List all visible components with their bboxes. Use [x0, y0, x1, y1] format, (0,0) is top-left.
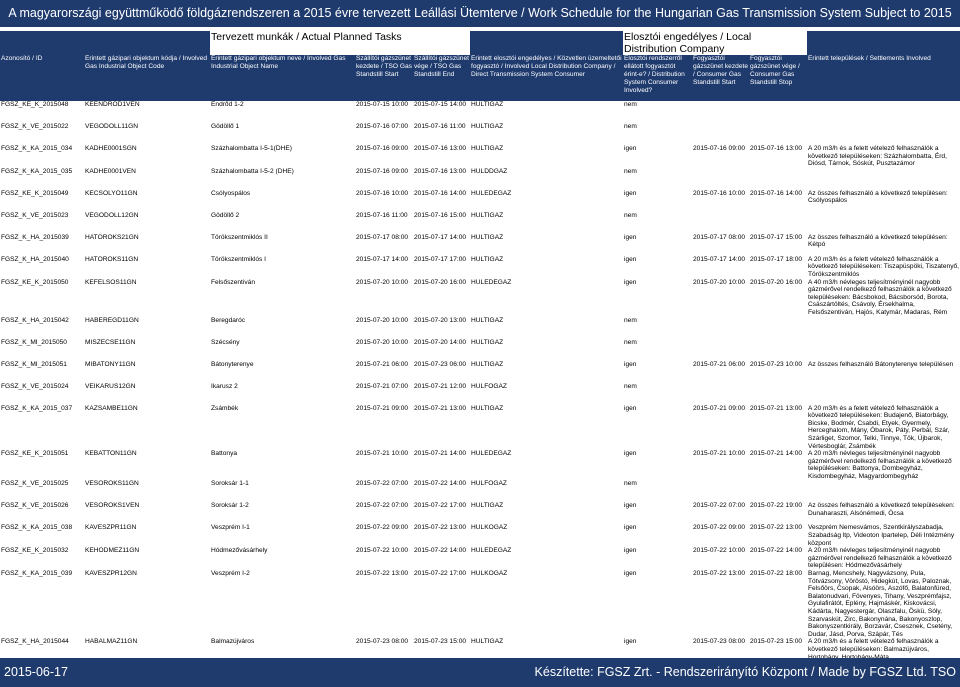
- row-tso-start: 2015-07-20 10:00: [356, 338, 409, 346]
- row-tso-start: 2015-07-20 10:00: [356, 316, 409, 324]
- row-object-name: Veszprém I-1: [211, 524, 250, 532]
- row-ldc: HULTIGAZ: [471, 502, 504, 510]
- row-object-code: VEGODOLL11GN: [85, 123, 139, 130]
- row-consumer-start: 2015-07-17 08:00: [693, 233, 746, 241]
- row-object-code: KECSOLYO11GN: [85, 189, 138, 197]
- row-object-name: Százhalombatta I-5-1(DHE): [211, 145, 292, 152]
- row-settlements: A 20 m3/h névleges teljesítményinél nagyobb gázmérővel rendelkező felhasználók a következő településen: Hódmezővásárhely: [808, 547, 952, 570]
- row-object-name: Felsőszentiván: [211, 278, 255, 286]
- row-consumer-start: 2015-07-22 07:00: [693, 502, 746, 510]
- row-consumer-involved: nem: [624, 101, 637, 108]
- row-consumer-stop: 2015-07-16 13:00: [750, 145, 803, 152]
- table-row: [0, 212, 960, 234]
- row-settlements: A 20 m3/h és a felett vételező felhasználók a következő településeken: Balmazújváros,: [808, 638, 939, 653]
- row-tso-start: 2015-07-21 07:00: [356, 382, 409, 390]
- row-object-name: Hódmezővásárhely: [211, 547, 268, 555]
- row-consumer-stop: 2015-07-17 15:00: [750, 233, 803, 241]
- row-object-name: Soroksár 1-1: [211, 480, 249, 488]
- row-tso-start: 2015-07-16 09:00: [356, 145, 409, 152]
- row-tso-end: 2015-07-20 14:00: [414, 338, 467, 346]
- row-consumer-involved: nem: [624, 167, 637, 175]
- row-object-code: KEENDROD1VEN: [85, 101, 140, 108]
- row-consumer-involved: igen: [624, 145, 637, 152]
- header-tso-start: Szállítói gázszünet kezdete / TSO Gas Standstill Start: [355, 55, 413, 101]
- table-row: [0, 317, 960, 339]
- row-id: FGSZ_K_VE_2015022: [1, 123, 69, 130]
- row-id: FGSZ_K_HA_2015039: [1, 233, 69, 241]
- row-ldc: HULFOGAZ: [471, 480, 507, 488]
- row-consumer-involved: igen: [624, 233, 637, 241]
- row-object-code: KADHE0001VEN: [85, 167, 136, 175]
- row-ldc: HULEDEGAZ: [471, 547, 512, 555]
- row-settlements: Az összes felhasználó a következő településen: Csólyospálos: [808, 189, 948, 205]
- row-consumer-stop: 2015-07-22 14:00: [750, 547, 803, 555]
- row-consumer-start: [692, 480, 749, 502]
- table-row: [0, 502, 960, 524]
- row-id: FGSZ_K_VE_2015023: [1, 211, 69, 219]
- row-ldc: HULTIGAZ: [471, 360, 504, 368]
- row-tso-start: 2015-07-22 09:00: [356, 524, 409, 532]
- row-tso-start: 2015-07-23 08:00: [356, 638, 409, 646]
- row-consumer-involved: nem: [624, 211, 637, 219]
- row-object-name: Bátonyterenye: [211, 360, 254, 368]
- row-consumer-start: 2015-07-16 09:00: [693, 145, 746, 152]
- row-object-name: Zsámbék: [211, 404, 239, 412]
- row-id: FGSZ_K_KA_2015_037: [1, 404, 73, 412]
- row-consumer-start: [692, 383, 749, 405]
- row-consumer-involved: igen: [624, 278, 637, 286]
- row-id: FGSZ_KE_K_2015051: [1, 450, 69, 458]
- row-ldc: HULEDEGAZ: [471, 189, 512, 197]
- row-id: FGSZ_KE_K_2015050: [1, 278, 69, 286]
- row-tso-start: 2015-07-16 10:00: [356, 189, 409, 197]
- row-id: FGSZ_K_HA_2015044: [1, 638, 69, 646]
- row-ldc: HULFOGAZ: [471, 382, 507, 390]
- row-object-name: Veszprém I-2: [211, 570, 250, 578]
- footer-credit: Készítette: FGSZ Zrt. - Rendszerirányító Központ / Made by FGSZ Ltd. TSO: [534, 665, 956, 679]
- footer-bar: [0, 658, 960, 687]
- row-id: FGSZ_K_KA_2015_035: [1, 167, 73, 175]
- row-id: FGSZ_K_KA_2015_039: [1, 570, 73, 578]
- row-settlements: [807, 212, 960, 234]
- table-row: [0, 279, 960, 317]
- row-object-name: Soroksár 1-2: [211, 502, 249, 510]
- group-actual-planned-tasks: Tervezett munkák / Actual Planned Tasks: [211, 31, 402, 43]
- row-consumer-involved: igen: [624, 450, 637, 458]
- table-body: [0, 101, 960, 661]
- row-object-code: KEBATTON11GN: [85, 450, 137, 458]
- header-settlements: Érintett települések / Settlements Involved: [807, 55, 960, 101]
- table-row: [0, 361, 960, 383]
- row-consumer-involved: nem: [624, 316, 637, 324]
- row-id: FGSZ_K_VE_2015024: [1, 382, 69, 390]
- row-tso-start: 2015-07-16 07:00: [356, 123, 409, 130]
- row-object-code: HATOROKS21GN: [85, 233, 139, 241]
- row-ldc: HULKOGAZ: [471, 524, 508, 532]
- table-row: [0, 383, 960, 405]
- schedule-table: [0, 31, 960, 661]
- row-consumer-stop: 2015-07-23 15:00: [750, 638, 803, 646]
- row-object-code: VEGODOLL12GN: [85, 211, 139, 219]
- table-row: [0, 570, 960, 638]
- row-consumer-stop: 2015-07-21 13:00: [750, 404, 803, 412]
- table-row: [0, 480, 960, 502]
- row-settlements: [807, 480, 960, 502]
- row-consumer-involved: igen: [624, 404, 637, 412]
- group-header-row: [0, 31, 960, 55]
- row-settlements: Az összes felhasználó a következő településen: Kétpó: [808, 233, 948, 249]
- row-settlements: [807, 383, 960, 405]
- row-tso-end: 2015-07-16 13:00: [414, 167, 467, 175]
- row-settlements: A 20 m3/h és a felett vételező felhasználók a következő településeken: Százhalombatta, Érd, Diósd, Tárnok, Sóskút, Pusztazámor: [808, 145, 947, 168]
- row-object-code: KEHODMEZ11GN: [85, 547, 140, 555]
- row-consumer-stop: [749, 339, 807, 361]
- row-tso-start: 2015-07-16 11:00: [356, 211, 408, 219]
- row-settlements: A 20 m3/h és a felett vételező felhasználók a következő településeken: Tiszapüspöki, Tiszatenyő, Törökszentmiklós: [808, 255, 960, 278]
- row-ldc: HULTIGAZ: [471, 145, 504, 152]
- table-row: [0, 190, 960, 212]
- row-settlements: [807, 168, 960, 190]
- row-consumer-stop: [749, 212, 807, 234]
- row-consumer-start: [692, 123, 749, 145]
- row-object-name: Törökszentmiklós I: [211, 255, 266, 263]
- row-tso-start: 2015-07-21 10:00: [356, 450, 409, 458]
- table-row: [0, 234, 960, 256]
- row-consumer-involved: igen: [624, 638, 637, 646]
- row-tso-end: 2015-07-22 17:00: [414, 502, 467, 510]
- row-consumer-stop: [749, 317, 807, 339]
- row-object-name: Gödöllő 1: [211, 123, 240, 130]
- row-consumer-stop: 2015-07-22 19:00: [750, 502, 803, 510]
- header-consumer-start: Fogyasztói gázszünet kezdete / Consumer Gas Standstill Start: [692, 55, 749, 101]
- row-tso-end: 2015-07-21 12:00: [414, 382, 467, 390]
- row-consumer-involved: igen: [624, 547, 637, 555]
- row-ldc: HULKOGAZ: [471, 570, 508, 578]
- row-consumer-start: 2015-07-22 13:00: [693, 570, 746, 578]
- row-ldc: HULTIGAZ: [471, 211, 504, 219]
- header-tso-end: Szállítói gázszünet vége / TSO Gas Standstill End: [413, 55, 470, 101]
- row-object-name: Balmazújváros: [211, 638, 255, 646]
- row-tso-end: 2015-07-16 15:00: [414, 211, 467, 219]
- row-settlements: A 40 m3/h névleges teljesítményinél nagyobb gázmérővel rendelkező felhasználók a következő településeken: Bácsbokod, Bácsborsód, Borota, Császártöltés, Csávoly, Érsekhalma, Felsőszentiván, Hajós, Katymár, Madaras, Rém: [808, 278, 952, 316]
- row-consumer-stop: 2015-07-22 13:00: [750, 524, 803, 532]
- table-row: [0, 339, 960, 361]
- row-consumer-involved: igen: [624, 360, 637, 368]
- row-id: FGSZ_KE_K_2015048: [1, 101, 69, 108]
- row-object-name: Csólyospálos: [211, 189, 251, 197]
- row-tso-end: 2015-07-22 14:00: [414, 480, 467, 488]
- row-consumer-start: 2015-07-17 14:00: [693, 255, 746, 263]
- row-tso-start: 2015-07-16 09:00: [356, 167, 409, 175]
- row-tso-start: 2015-07-15 10:00: [356, 101, 409, 108]
- row-consumer-start: 2015-07-21 06:00: [693, 360, 746, 368]
- row-consumer-stop: 2015-07-22 18:00: [750, 570, 803, 578]
- row-consumer-stop: [749, 168, 807, 190]
- row-consumer-stop: [749, 123, 807, 145]
- row-tso-start: 2015-07-22 10:00: [356, 547, 409, 555]
- row-id: FGSZ_K_MI_2015051: [1, 360, 67, 368]
- row-ldc: HULTIGAZ: [471, 338, 504, 346]
- table-row: [0, 256, 960, 279]
- row-consumer-start: [692, 339, 749, 361]
- row-id: FGSZ_K_VE_2015025: [1, 480, 69, 488]
- row-consumer-stop: 2015-07-16 14:00: [750, 189, 803, 197]
- row-object-code: HABEREGD11GN: [85, 316, 139, 324]
- row-consumer-start: [692, 101, 749, 123]
- row-object-code: KAVESZPR11GN: [85, 524, 137, 532]
- row-settlements: [807, 339, 960, 361]
- table-row: [0, 123, 960, 145]
- row-tso-end: 2015-07-22 13:00: [414, 524, 467, 532]
- row-tso-start: 2015-07-22 13:00: [356, 570, 409, 578]
- row-ldc: HULTIGAZ: [471, 123, 504, 130]
- row-consumer-start: [692, 168, 749, 190]
- row-settlements: Veszprém Nemesvámos, Szentkirályszabadja, Szabadság ltp, Videoton Ipartelep, Déli Intézmény központ: [808, 524, 955, 547]
- header-object-code: Érintett gázipari objektum kódja / Involved Gas Industrial Object Code: [84, 55, 210, 101]
- table-row: [0, 101, 960, 123]
- row-tso-end: 2015-07-16 11:00: [414, 123, 466, 130]
- row-settlements: Az összes felhasználó Bátonyterenye településen: [808, 360, 954, 368]
- row-consumer-involved: nem: [624, 338, 637, 346]
- row-id: FGSZ_KE_K_2015049: [1, 189, 69, 197]
- header-consumer-stop: Fogyasztói gázszünet vége / Consumer Gas Standstill Stop: [749, 55, 807, 101]
- row-id: FGSZ_K_MI_2015050: [1, 338, 67, 346]
- row-object-code: VESOROKS11GN: [85, 480, 139, 488]
- table-row: [0, 547, 960, 570]
- row-consumer-involved: igen: [624, 255, 637, 263]
- row-consumer-start: 2015-07-22 10:00: [693, 547, 746, 555]
- row-object-code: VEIKARUS12GN: [85, 382, 136, 390]
- document-title: A magyarországi együttműködő földgázrendszeren a 2015 évre tervezett Leállási Ütemterve / Work Schedule for the Hungarian Gas Transmission System Subject to 2015: [0, 0, 960, 27]
- row-settlements: A 20 m3/h és a felett vételező felhasználók a következő településeken: Budajenő, Biatorbágy, Bicske, Bodmér, Csabdi, Etyek, Gyermely, Herceghalom, Mány, Óbarok, Páty, Perbál, Szár, Szárliget, Szomor, Telki, Tinnye, Tök, Újbarok, Vértesboglár, Zsámbék: [808, 404, 950, 450]
- row-tso-start: 2015-07-21 06:00: [356, 360, 409, 368]
- row-tso-end: 2015-07-23 15:00: [414, 638, 467, 646]
- row-tso-start: 2015-07-22 07:00: [356, 480, 409, 488]
- row-id: FGSZ_K_HA_2015040: [1, 255, 69, 263]
- row-consumer-start: 2015-07-16 10:00: [693, 189, 746, 197]
- row-object-code: KAZSAMBE11GN: [85, 404, 138, 412]
- row-consumer-involved: igen: [624, 570, 637, 578]
- row-consumer-involved: nem: [624, 480, 637, 488]
- row-settlements: A 20 m3/h névleges teljesítményinél nagyobb gázmérővel rendelkező felhasználók a következő településeken: Battonya, Dombegyház, Kisdombegyház, Magyardombegyház: [808, 450, 952, 480]
- table-row: [0, 168, 960, 190]
- row-object-name: Battonya: [211, 450, 238, 458]
- row-object-code: MIBATONY11GN: [85, 360, 136, 368]
- row-object-name: Gödöllő 2: [211, 211, 240, 219]
- row-ldc: HULDDGAZ: [471, 167, 508, 175]
- table-row: [0, 145, 960, 168]
- row-consumer-involved: igen: [624, 524, 637, 532]
- row-tso-end: 2015-07-16 14:00: [414, 189, 467, 197]
- row-tso-end: 2015-07-16 13:00: [414, 145, 467, 152]
- row-consumer-start: 2015-07-22 09:00: [693, 524, 746, 532]
- row-ldc: HULEDEGAZ: [471, 278, 512, 286]
- header-involved-ldc: Érintett elosztói engedélyes / Közvetlen üzemeltetői fogyasztó / Involved Local Distribution Company / Direct Transmission System Consumer: [470, 55, 623, 101]
- header-id: Azonosító / ID: [0, 55, 84, 101]
- table-row: [0, 450, 960, 480]
- row-consumer-start: 2015-07-20 10:00: [693, 278, 746, 286]
- row-tso-end: 2015-07-20 16:00: [414, 278, 467, 286]
- row-settlements: [807, 101, 960, 123]
- row-object-code: KEFELSOS11GN: [85, 278, 137, 286]
- row-object-name: Beregdaróc: [211, 316, 246, 324]
- row-consumer-stop: 2015-07-21 14:00: [750, 450, 803, 458]
- row-consumer-start: [692, 212, 749, 234]
- row-tso-end: 2015-07-20 13:00: [414, 316, 467, 324]
- row-consumer-stop: 2015-07-20 16:00: [750, 278, 803, 286]
- table-row: [0, 405, 960, 451]
- row-object-name: Százhalombatta I-5-2 (DHE): [211, 167, 294, 175]
- row-ldc: HULTIGAZ: [471, 101, 504, 108]
- row-tso-start: 2015-07-20 10:00: [356, 278, 409, 286]
- row-ldc: HULTIGAZ: [471, 255, 504, 263]
- row-object-code: HABALMAZ11GN: [85, 638, 138, 646]
- row-tso-start: 2015-07-17 14:00: [356, 255, 409, 263]
- row-object-code: KAVESZPR12GN: [85, 570, 137, 578]
- row-ldc: HULTIGAZ: [471, 316, 504, 324]
- row-tso-end: 2015-07-22 14:00: [414, 547, 467, 555]
- row-object-code: VESOROKS1VEN: [85, 502, 140, 510]
- row-tso-end: 2015-07-21 13:00: [414, 404, 467, 412]
- row-tso-start: 2015-07-22 07:00: [356, 502, 409, 510]
- row-consumer-start: [692, 317, 749, 339]
- row-consumer-involved: igen: [624, 189, 637, 197]
- row-settlements: [807, 123, 960, 145]
- group-local-distribution-company: Elosztói engedélyes / Local Distribution Company: [624, 31, 752, 55]
- header-consumer-involved: Elosztói rendszerről ellátott fogyasztót érint-e? / Distribution System Consumer Involved?: [623, 55, 692, 101]
- row-ldc: HULTIGAZ: [471, 638, 504, 646]
- row-tso-start: 2015-07-21 09:00: [356, 404, 409, 412]
- row-object-code: HATOROKS11GN: [85, 255, 139, 263]
- row-consumer-stop: 2015-07-23 10:00: [750, 360, 803, 368]
- row-tso-end: 2015-07-15 14:00: [414, 101, 467, 108]
- row-consumer-stop: 2015-07-17 18:00: [750, 255, 803, 263]
- row-consumer-start: 2015-07-21 10:00: [693, 450, 746, 458]
- row-tso-end: 2015-07-21 14:00: [414, 450, 467, 458]
- row-object-code: MISZECSE11GN: [85, 338, 136, 346]
- row-consumer-stop: [749, 383, 807, 405]
- row-object-name: Endrőd 1-2: [211, 101, 244, 108]
- row-consumer-start: 2015-07-23 08:00: [693, 638, 746, 646]
- row-id: FGSZ_K_KA_2015_034: [1, 145, 73, 152]
- table-row: [0, 524, 960, 547]
- row-consumer-involved: igen: [624, 502, 637, 510]
- header-object-name: Érintett gázipari objektum neve / Involved Gas Industrial Object Name: [210, 55, 355, 101]
- row-settlements: Barnag, Mencshely, Nagyvázsony, Pula, Tótvázsony, Vöröstó, Hidegkút, Lovas, Paloznak, Felsőörs, Csopak, Alsóörs, Aszófő, Balatonfüred, Balatonudvari, Fövenyes, Tihany, Veszprémfajsz, Gyulafirátót, Eplény, Hajmáskér, Kiskovácsi, Kádárta, Nagyestergár, Olaszfalu, Öskü, Sóly, Szarvaskút, Zirc, Bakonynána, Bakonyoszlop, Bakonyszentkirály, Borzavár, Csesznek, Csetény, Dudar, Jásd, Porva, Szápár, Tés: [808, 570, 953, 638]
- footer-date: 2015-06-17: [4, 665, 68, 679]
- column-header-row: [0, 55, 960, 101]
- row-tso-end: 2015-07-23 06:00: [414, 360, 467, 368]
- row-ldc: HULEDEGAZ: [471, 450, 512, 458]
- row-settlements: Az összes felhasználó a következő településeken: Dunaharaszti, Alsónémedi, Ócsa: [808, 502, 955, 518]
- row-object-name: Ikarusz 2: [211, 382, 238, 390]
- row-settlements: [807, 317, 960, 339]
- row-ldc: HULTIGAZ: [471, 233, 504, 241]
- row-tso-end: 2015-07-22 17:00: [414, 570, 467, 578]
- row-ldc: HULTIGAZ: [471, 404, 504, 412]
- row-tso-end: 2015-07-17 17:00: [414, 255, 467, 263]
- row-object-name: Törökszentmiklós II: [211, 233, 268, 241]
- row-id: FGSZ_K_KA_2015_038: [1, 524, 73, 532]
- row-consumer-stop: [749, 101, 807, 123]
- row-object-name: Szécsény: [211, 338, 240, 346]
- row-id: FGSZ_KE_K_2015032: [1, 547, 69, 555]
- row-tso-end: 2015-07-17 14:00: [414, 233, 467, 241]
- row-id: FGSZ_K_VE_2015026: [1, 502, 69, 510]
- row-id: FGSZ_K_HA_2015042: [1, 316, 69, 324]
- row-consumer-stop: [749, 480, 807, 502]
- row-consumer-involved: nem: [624, 123, 637, 130]
- row-object-code: KADHE0001SGN: [85, 145, 137, 152]
- row-consumer-involved: nem: [624, 382, 637, 390]
- row-tso-start: 2015-07-17 08:00: [356, 233, 409, 241]
- row-consumer-start: 2015-07-21 09:00: [693, 404, 746, 412]
